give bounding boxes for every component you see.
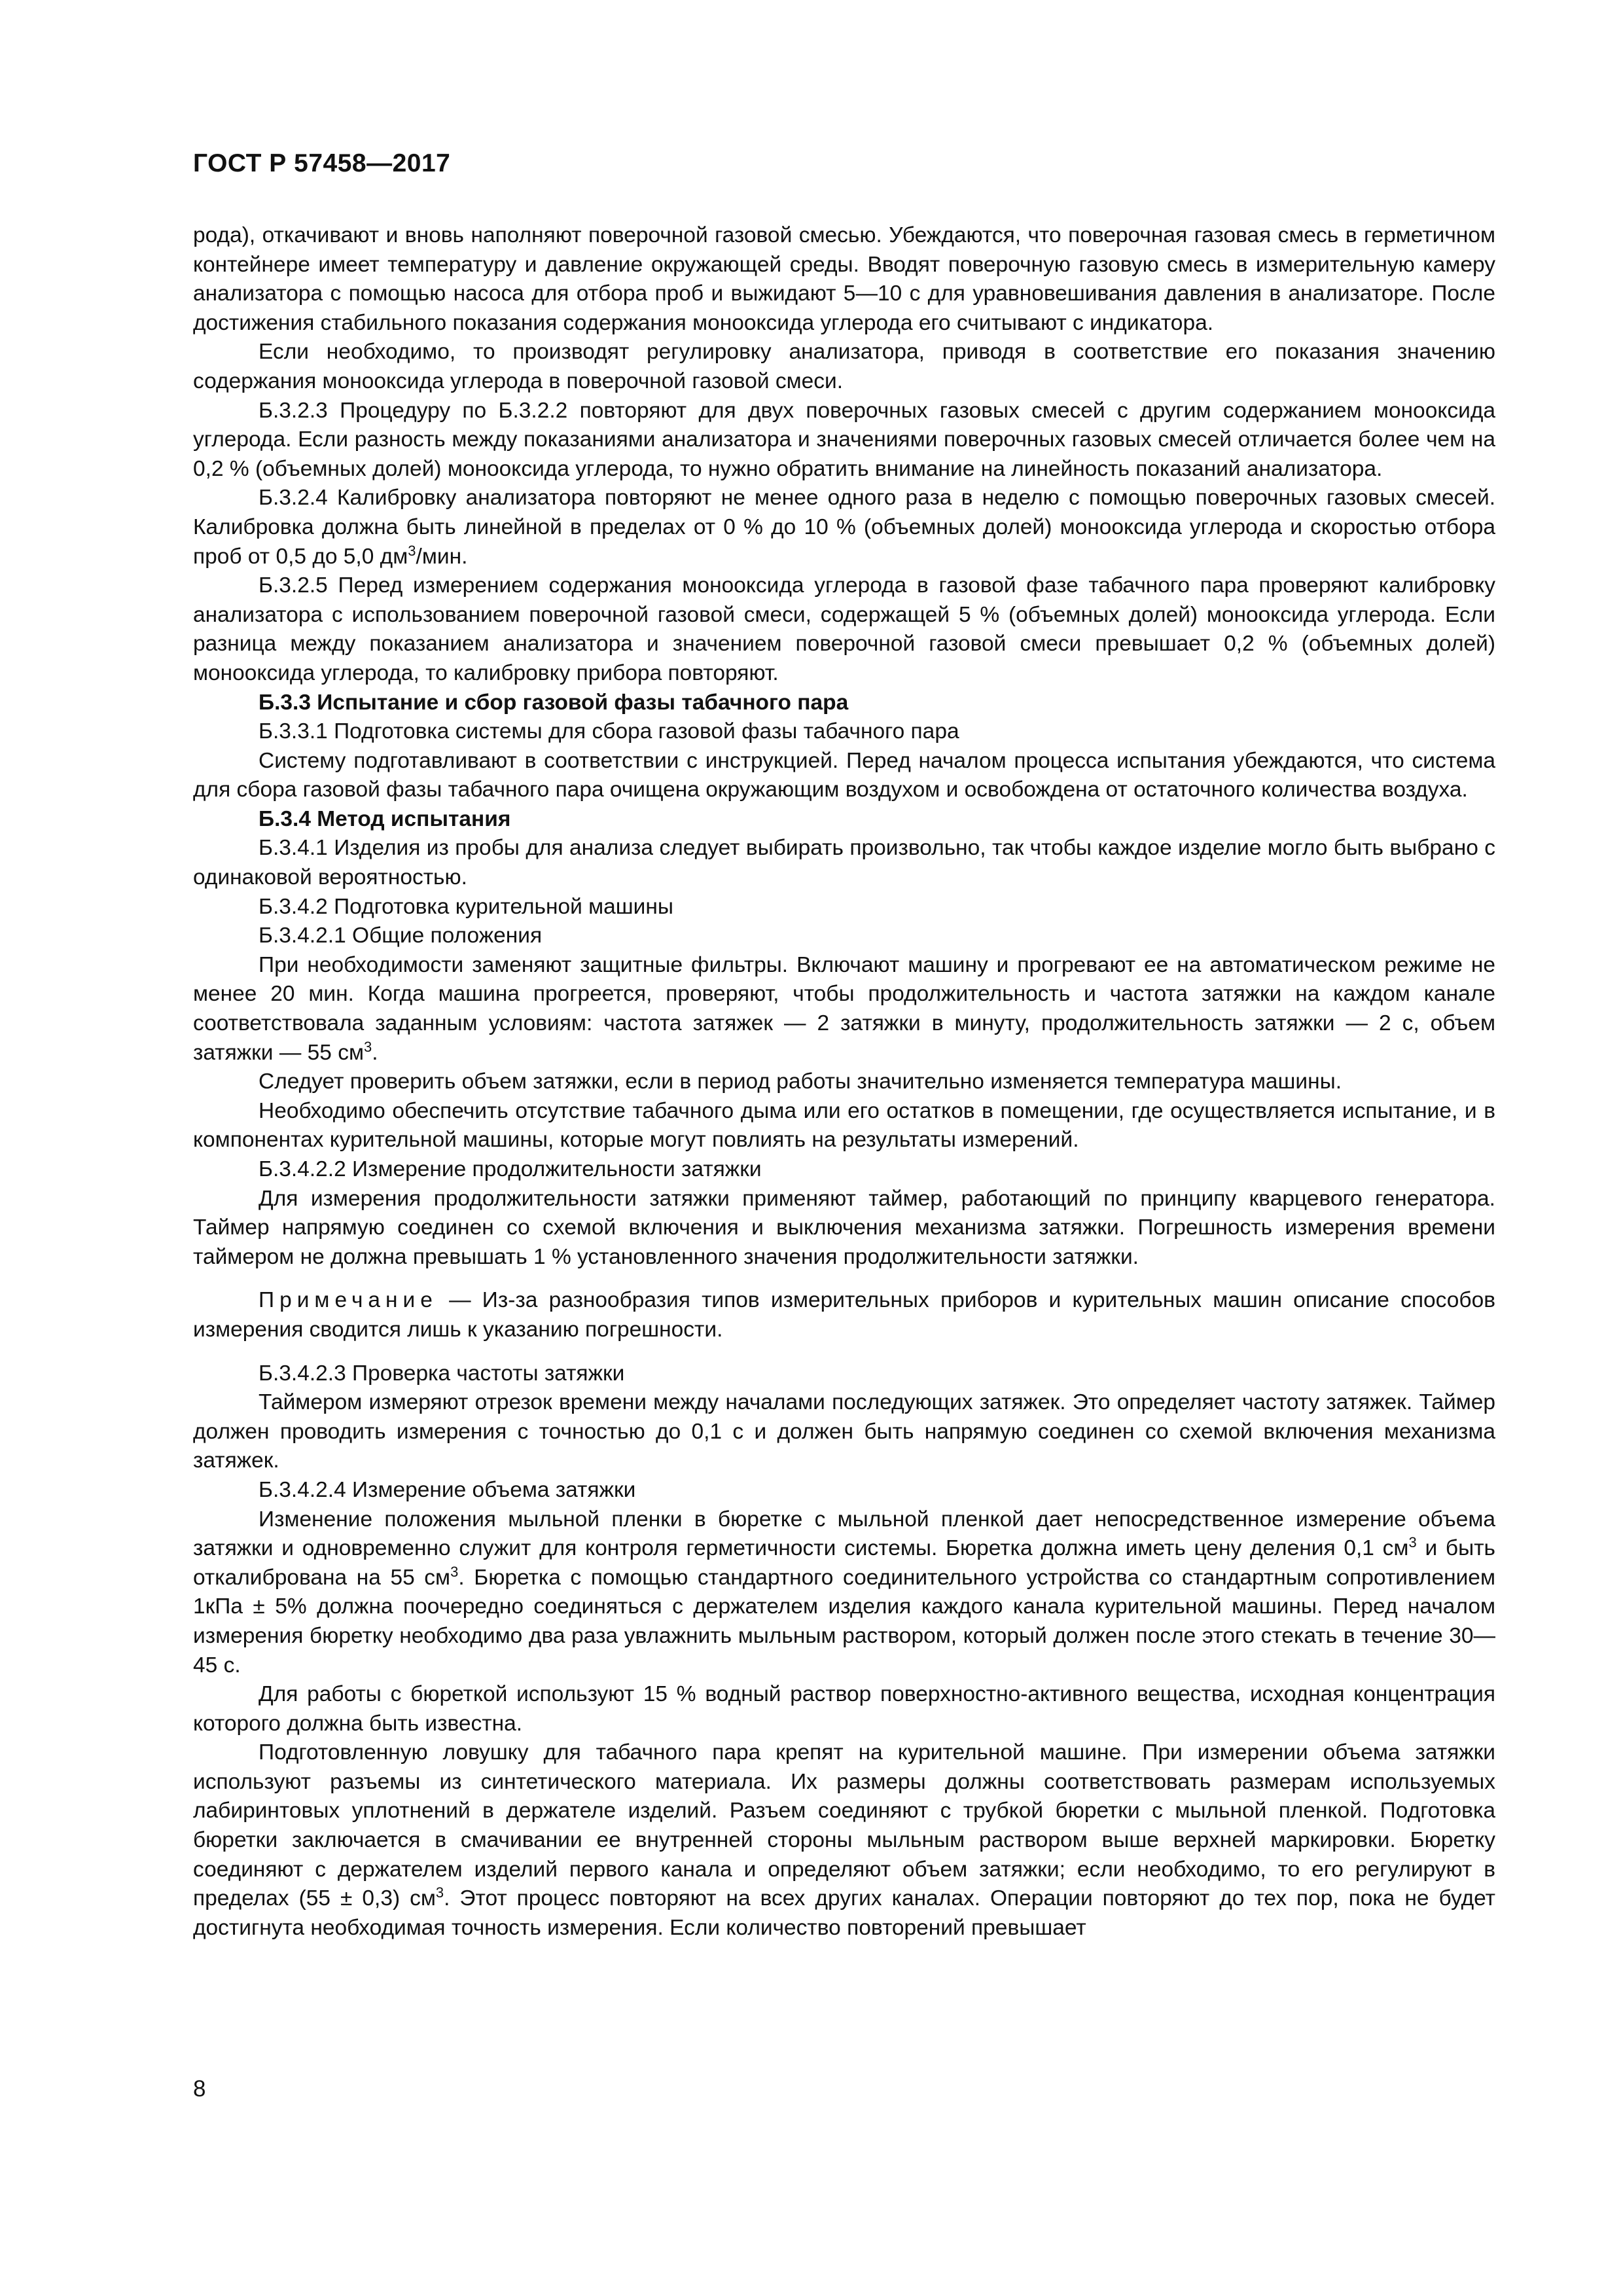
text-run: /мин. [416,544,468,569]
text-run: Б.3.3.1 Подготовка системы для сбора газовой фазы табачного пара [259,719,959,744]
paragraph [193,1067,1495,1097]
paragraph [193,834,1495,892]
section-heading [193,689,1495,718]
paragraph [193,922,1495,951]
text-run: Б.3.4 Метод испытания [259,806,511,831]
standard-code-header: ГОСТ Р 57458—2017 [193,149,451,177]
paragraph [193,1097,1495,1155]
text-run: Б.3.2.5 Перед измерением содержания монооксида углерода в газовой фазе табачного пара проверяют калибровку анализатора с использованием поверочной газовой смеси, содержащей 5 % (объемных долей) монооксида углерода. Если разница между показанием анализатора и значением поверочной газовой смеси превышает 0,2 % (объемных долей) монооксида углерода, то калибровку прибора повторяют. [193,573,1495,685]
paragraph [193,1185,1495,1272]
text-run: Подготовленную ловушку для табачного пара крепят на курительной машине. При измерении объема затяжки используют разъемы из синтетического материала. Их размеры должны соответствовать размерам используемых лабиринтовых уплотнений в держателе изделий. Разъем соединяют с трубкой бюретки с мыльной пленкой. Подготовка бюретки заключается в смачивании ее внутренней стороны мыльным раствором выше верхней маркировки. Бюретку соединяют с держателем изделий первого канала и определяют объем затяжки; если необходимо, то его регулируют в пределах (55 ± 0,3) см [193,1740,1495,1911]
paragraph [193,397,1495,484]
paragraph [193,571,1495,688]
text-run: . Бюретка с помощью стандартного соединительного устройства со стандартным сопротивлением 1кПа ± 5% должна поочередно соединяться с держателем изделия каждого канала курительной машины. Перед началом измерения бюретку необходимо два раза увлажнить мыльным раствором, который должен после этого стекать в течение 30—45 с. [193,1565,1495,1677]
text-run: Б.3.2.4 Калибровку анализатора повторяют не менее одного раза в неделю с помощью поверочных газовых смесей. Калибровка должна быть линейной в пределах от 0 % до 10 % (объемных долей) монооксида углерода и скоростью отбора проб от 0,5 до 5,0 дм [193,486,1495,569]
superscript: 3 [450,1563,459,1580]
text-run: Б.3.4.2 Подготовка курительной машины [259,894,673,919]
text-run: Б.3.3 Испытание и сбор газовой фазы табачного пара [259,690,849,715]
paragraph [193,747,1495,805]
text-run: Б.3.4.2.1 Общие положения [259,924,543,948]
paragraph [193,1738,1495,1943]
text-run: Б.3.2.3 Процедуру по Б.3.2.2 повторяют для двух поверочных газовых смесей с другим содержанием монооксида углерода. Если разность между показаниями анализатора и значениями поверочных газовых смесей отличается более чем на 0,2 % (объемных долей) монооксида углерода, то нужно обратить внимание на линейность показаний анализатора. [193,398,1495,481]
text-run: рода), откачивают и вновь наполняют поверочной газовой смесью. Убеждаются, что поверочная газовая смесь в герметичном контейнере имеет температуру и давление окружающей среды. Вводят поверочную газовую смесь в измерительную камеру анализатора с помощью насоса для отбора проб и выжидают 5—10 с для уравновешивания давления в анализаторе. После достижения стабильного показания содержания монооксида углерода его считывают с индикатора. [193,223,1495,335]
text-run: Для измерения продолжительности затяжки применяют таймер, работающий по принципу кварцевого генератора. Таймер напрямую соединен со схемой включения и выключения механизма затяжки. Погрешность измерения времени таймером не должна превышать 1 % установленного значения продолжительности затяжки. [193,1186,1495,1269]
paragraph [193,1359,1495,1389]
superscript: 3 [1408,1534,1417,1551]
section-heading [193,805,1495,834]
text-run: Б.3.4.2.4 Измерение объема затяжки [259,1477,636,1502]
document-body [193,221,1495,1943]
text-run: . [372,1040,378,1065]
text-run: При необходимости заменяют защитные фильтры. Включают машину и прогревают ее на автоматическом режиме не менее 20 мин. Когда машина прогреется, проверяют, чтобы продолжительность и частота затяжки на каждом канале соответствовала заданным условиям: частота затяжек — 2 затяжки в минуту, продолжительность затяжки — 2 с, объем затяжки — 55 см [193,952,1495,1065]
paragraph [193,484,1495,571]
text-run: Систему подготавливают в соответствии с инструкцией. Перед началом процесса испытания убеждаются, что система для сбора газовой фазы табачного пара очищена окружающим воздухом и освобождена от остаточного количества воздуха. [193,748,1495,802]
text-run: . Этот процесс повторяют на всех других каналах. Операции повторяют до тех пор, пока не будет достигнута необходимая точность измерения. Если количество повторений превышает [193,1886,1495,1940]
paragraph [193,1680,1495,1738]
paragraph [193,717,1495,747]
superscript: 3 [408,542,416,559]
text-run: — Из-за разнообразия типов измерительных приборов и курительных машин описание способов измерения сводится лишь к указанию погрешности. [193,1288,1495,1342]
text-run: Если необходимо, то производят регулировку анализатора, приводя в соответствие его показания значению содержания монооксида углерода в поверочной газовой смеси. [193,340,1495,393]
paragraph [193,1505,1495,1681]
text-run: Б.3.4.1 Изделия из пробы для анализа следует выбирать произвольно, так чтобы каждое изделие могло быть выбрано с одинаковой вероятностью. [193,836,1495,890]
text-run: Таймером измеряют отрезок времени между началами последующих затяжек. Это определяет частоту затяжек. Таймер должен проводить измерения с точностью до 0,1 с и должен быть напрямую соединен со схемой включения механизма затяжек. [193,1390,1495,1473]
text-run: Б.3.4.2.3 Проверка частоты затяжки [259,1361,625,1386]
paragraph [193,1155,1495,1185]
superscript: 3 [435,1884,444,1901]
note-label: Примечание [259,1288,438,1313]
paragraph [193,221,1495,338]
note-paragraph [193,1286,1495,1344]
paragraph [193,1476,1495,1505]
paragraph [193,338,1495,396]
superscript: 3 [363,1038,372,1055]
paragraph [193,893,1495,922]
text-run: Изменение положения мыльной пленки в бюретке с мыльной пленкой дает непосредственное измерение объема затяжки и одновременно служит для контроля герметичности системы. Бюретка должна иметь цену деления 0,1 см [193,1507,1495,1561]
text-run: Б.3.4.2.2 Измерение продолжительности затяжки [259,1157,762,1181]
text-run: и быть откалибрована на 55 см [193,1536,1495,1590]
paragraph [193,951,1495,1067]
page-number: 8 [193,2076,206,2102]
text-run: Необходимо обеспечить отсутствие табачного дыма или его остатков в помещении, где осуществляется испытание, и в компонентах курительной машины, которые могут повлиять на результаты измерений. [193,1098,1495,1153]
text-run: Для работы с бюреткой используют 15 % водный раствор поверхностно-активного вещества, исходная концентрация которого должна быть известна. [193,1682,1495,1736]
text-run: Следует проверить объем затяжки, если в период работы значительно изменяется температура машины. [259,1069,1342,1094]
paragraph [193,1388,1495,1476]
